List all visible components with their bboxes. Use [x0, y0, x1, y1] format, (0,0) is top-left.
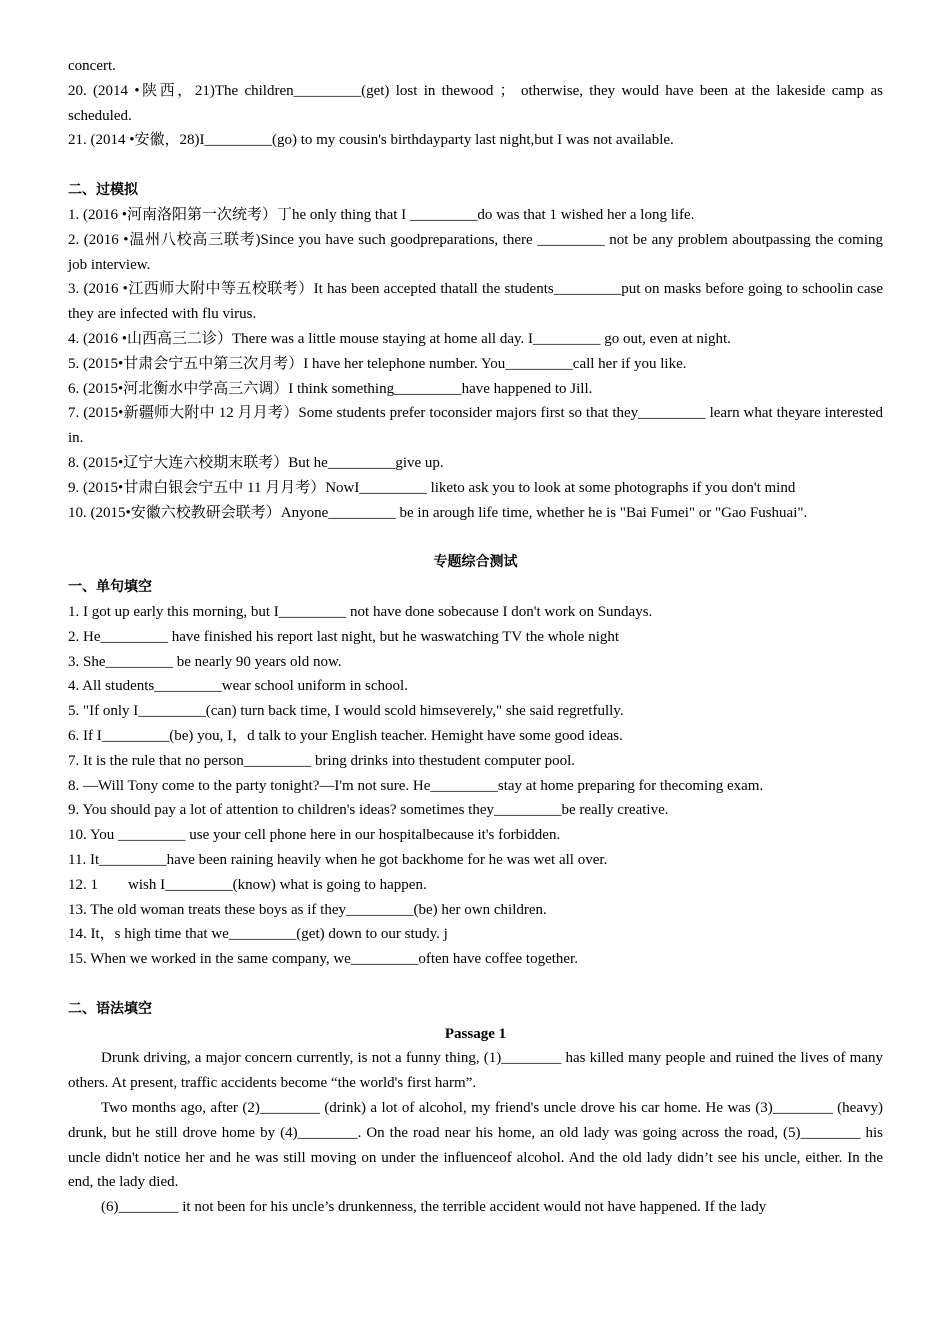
exercise-item: 11. It_________have been raining heavily when he got backhome for he was wet all over. [68, 851, 608, 868]
exercise-item: 15. When we worked in the same company, we_________often have coffee together. [68, 951, 578, 968]
exercise-item: 1. I got up early this morning, but I_________ not have done sobecause I don't work on Sundays. [68, 603, 653, 620]
exercise-item: 7. It is the rule that no person_________ bring drinks into thestudent computer pool. [68, 752, 576, 769]
exercise-item-20: 20. (2014 •陕西，21)The children_________(get) lost in thewood ； otherwise, they would have been at the lakeside camp as scheduled. [68, 82, 883, 124]
exercise-item: 1. (2016 •河南洛阳第一次统考）丁he only thing that I _________do was that 1 wished her a long life. [68, 206, 695, 223]
exercise-item: 2. He_________ have finished his report last night, but he waswatching TV the whole night [68, 628, 620, 645]
exercise-item: 8. —Will Tony come to the party tonight?—I'm not sure. He_________stay at home preparing for thecoming exam. [68, 777, 764, 794]
exercise-item: 3. (2016 •江西师大附中等五校联考）It has been accepted thatall the students_________put on masks before going to schoolin case they are infected with flu virus. [68, 281, 883, 323]
exercise-item: 3. She_________ be nearly 90 years old now. [68, 653, 342, 670]
part-heading: 一、单句填空 [68, 579, 152, 596]
passage-paragraph: Two months ago, after (2)________ (drink) a lot of alcohol, my friend's uncle drove his car home. He was (3)________ (heavy) drunk, but he still drove home by (4)________. On the road near his home, an old lady was going across the road, (5)________ his uncle didn't notice her and he was still moving on under the influenceof alcohol. And the old lady didn’t see his uncle, either. In the end, the lady died. [68, 1100, 883, 1191]
previous-exercise-tail [68, 54, 883, 153]
exercise-item: 5. "If only I_________(can) turn back time, I would scold himseverely," she said regretfully. [68, 703, 624, 720]
section-heading: 二、过模拟 [68, 182, 138, 199]
exercise-item: 4. (2016 •山西高三二诊）There was a little mouse staying at home all day. I_________ go out, even at night. [68, 330, 731, 347]
comprehensive-test [68, 550, 883, 1220]
exercise-item: 9. You should pay a lot of attention to children's ideas? sometimes they_________be really creative. [68, 802, 669, 819]
exercise-item: 13. The old woman treats these boys as if they_________(be) her own children. [68, 901, 547, 918]
exercise-item: 10. (2015•安徽六校教研会联考）Anyone_________ be in arough life time, whether he is "Bai Fumei" or "Gao Fushuai". [68, 504, 808, 521]
part-heading: 二、语法填空 [68, 1000, 152, 1017]
exercise-line: concert. [68, 58, 116, 74]
document-content [68, 54, 883, 1220]
exercise-item: 2. (2016 •温州八校高三联考)Since you have such goodpreparations, there _________ not be any problem aboutpassing the coming job interview. [68, 231, 883, 273]
exercise-item: 6. If I_________(be) you, I，d talk to your English teacher. Hemight have some good ideas. [68, 727, 623, 744]
exercise-item: 7. (2015•新疆师大附中 12 月月考）Some students prefer toconsider majors first so that they_________ learn what theyare interested in. [68, 405, 883, 447]
exercise-item: 12. 1 wish I_________(know) what is going to happen. [68, 876, 427, 893]
section-simulation [68, 178, 883, 525]
exercise-item: 10. You _________ use your cell phone here in our hospitalbecause it's forbidden. [68, 827, 561, 844]
passage-paragraph: Drunk driving, a major concern currently, is not a funny thing, (1)________ has killed many people and ruined the lives of many others. At present, traffic accidents become “the world's first harm”. [68, 1050, 883, 1092]
exercise-item: 14. It，s high time that we_________(get) down to our study. j [68, 926, 448, 943]
spacer [68, 972, 883, 997]
test-title: 专题综合测试 [433, 554, 518, 571]
spacer [68, 153, 883, 178]
exercise-item-21: 21. (2014 •安徽，28)I_________(go) to my cousin's birthdayparty last night,but I was not available. [68, 132, 674, 149]
exercise-item: 4. All students_________wear school uniform in school. [68, 678, 408, 695]
exercise-item: 9. (2015•甘肃白银会宁五中 11 月月考）NowI_________ liketo ask you to look at some photographs if you don't mind [68, 479, 796, 496]
passage-title: Passage 1 [444, 1025, 507, 1042]
exercise-item: 6. (2015•河北衡水中学高三六调）I think something_________have happened to Jill. [68, 380, 593, 397]
passage-paragraph: (6)________ it not been for his uncle’s drunkenness, the terrible accident would not have happened. If the lady [101, 1199, 767, 1216]
exercise-item: 5. (2015•甘肃会宁五中第三次月考）I have her telephone number. You_________call her if you like. [68, 355, 687, 372]
spacer [68, 525, 883, 550]
exercise-item: 8. (2015•辽宁大连六校期末联考）But he_________give up. [68, 454, 444, 471]
